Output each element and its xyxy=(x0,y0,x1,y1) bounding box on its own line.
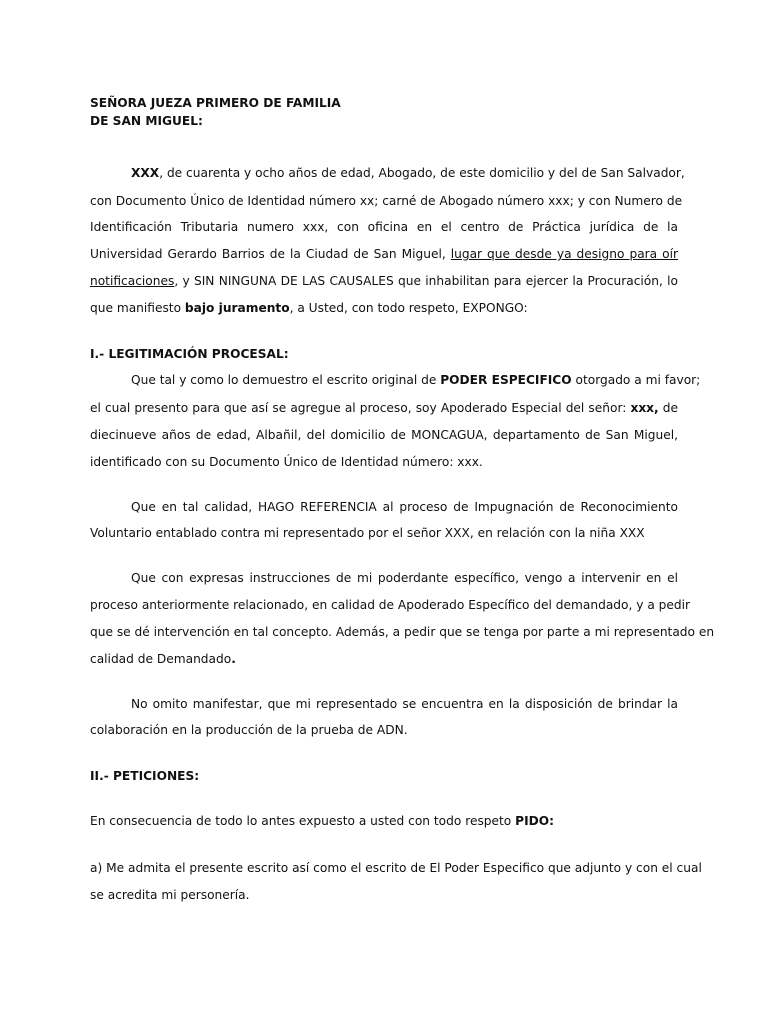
s1-p1-line-1: Que tal y como lo demuestro el escrito original de PODER ESPECIFICO otorgado a mi favor; xyxy=(131,373,701,387)
s1-p3-line-2: proceso anteriormente relacionado, en calidad de Apoderado Específico del demandado, y a pedir xyxy=(90,598,691,612)
s1-p2-line-1: Que en tal calidad, HAGO REFERENCIA al proceso de Impugnación de Reconocimiento xyxy=(131,500,678,514)
intro-line-1: XXX, de cuarenta y ocho años de edad, Abogado, de este domicilio y del de San Salvador, xyxy=(131,166,685,180)
s1-p4-line-2: colaboración en la producción de la prueba de ADN. xyxy=(90,723,408,737)
intro-line-6: que manifiesto bajo juramento, a Usted, con todo respeto, EXPONGO: xyxy=(90,301,528,315)
intro-line-4: Universidad Gerardo Barrios de la Ciudad de San Miguel, lugar que desde ya designo para oír xyxy=(90,247,679,261)
s1-p2-line-2: Voluntario entablado contra mi representado por el señor XXX, en relación con la niña XXX xyxy=(90,526,645,540)
s1-p1-line-2: el cual presento para que así se agregue al proceso, soy Apoderado Especial del señor: xxx, de xyxy=(90,401,679,415)
s2-item-a-line-1: a) Me admita el presente escrito así como el escrito de El Poder Especifico que adjunto y con el cual xyxy=(90,861,702,875)
s1-p1-line-3: diecinueve años de edad, Albañil, del domicilio de MONCAGUA, departamento de San Miguel, xyxy=(90,428,678,442)
s1-p3-line-1: Que con expresas instrucciones de mi poderdante específico, vengo a intervenir en el xyxy=(131,571,678,585)
s1-p4-line-1: No omito manifestar, que mi representado se encuentra en la disposición de brindar la xyxy=(131,697,678,711)
s2-item-a-line-2: se acredita mi personería. xyxy=(90,888,250,902)
s2-intro-line: En consecuencia de todo lo antes expuesto a usted con todo respeto PIDO: xyxy=(90,814,554,828)
addressee-line-2: DE SAN MIGUEL: xyxy=(90,114,203,128)
intro-line-3: Identificación Tributaria numero xxx, con oficina en el centro de Práctica jurídica de la xyxy=(90,220,678,234)
section-1-heading: I.- LEGITIMACIÓN PROCESAL: xyxy=(90,347,289,361)
s1-p1-line-4: identificado con su Documento Único de Identidad número: xxx. xyxy=(90,455,483,469)
section-2-heading: II.- PETICIONES: xyxy=(90,769,200,783)
s1-p3-line-4: calidad de Demandado. xyxy=(90,652,236,666)
intro-line-2: con Documento Único de Identidad número xx; carné de Abogado número xxx; y con Numero de xyxy=(90,194,683,208)
addressee-line-1: SEÑORA JUEZA PRIMERO DE FAMILIA xyxy=(90,96,341,110)
intro-line-5: notificaciones, y SIN NINGUNA DE LAS CAUSALES que inhabilitan para ejercer la Procuración, lo xyxy=(90,274,678,288)
s1-p3-line-3: que se dé intervención en tal concepto. Además, a pedir que se tenga por parte a mi representado en xyxy=(90,625,715,639)
